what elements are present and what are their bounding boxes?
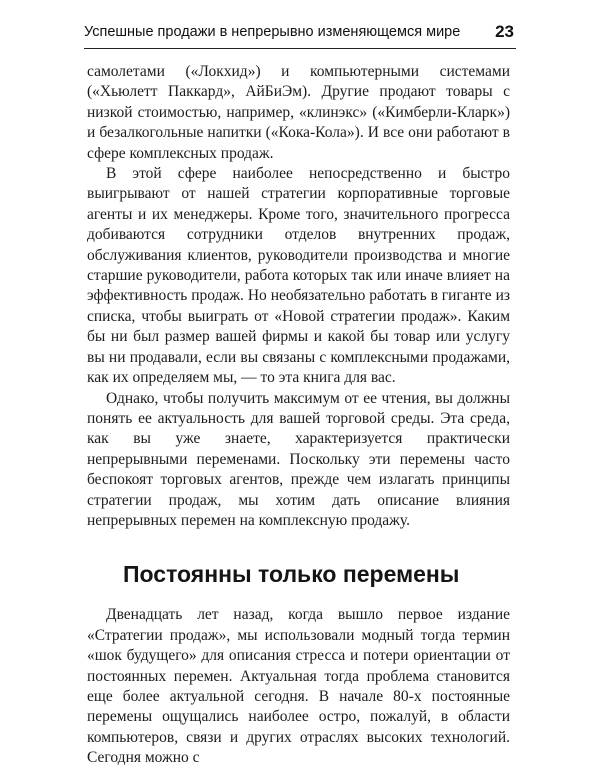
running-header (84, 16, 516, 49)
body-text (87, 62, 510, 769)
section-paragraph: Двенадцать лет назад, когда вышло первое издание «Стратегии продаж», мы использовали модный тогда термин «шок будущего» для описания стресса и потери ориентации от постоянных перемен. Актуальная тогда проблема становится еще более актуальной сегодня. В начале 80-х постоянные перемены ощущались наиболее остро, пожалуй, в области компьютеров, связи и других отраслях высоких технологий. Сегодня можно с (87, 606, 510, 767)
paragraph: Однако, чтобы получить максимум от ее чтения, вы должны понять ее актуальность для вашей торговой среды. Эта среда, как вы уже знаете, характеризуется практически непрерывными переменами. Поскольку эти перемены часто беспокоят торговых агентов, прежде чем излагать принципы стратегии продаж, мы хотим дать описание влияния непрерывных перемен на комплексную продажу. (87, 389, 510, 529)
running-title: Успешные продажи в непрерывно изменяющемся мире (84, 24, 461, 40)
paragraph: В этой сфере наиболее непосредственно и быстро выигрывают от нашей стратегии корпоративные торговые агенты и их менеджеры. Кроме того, значительного прогресса добиваются сотрудники отделов внутренних продаж, обслуживания клиентов, руководители производства и многие старшие руководители, работа которых так или иначе влияет на эффективность продаж. Но необязательно работать в гиганте из списка, чтобы выиграть от «Новой стратегии продаж». Каким бы ни был размер вашей фирмы и какой бы товар или услугу вы ни продавали, если вы связаны с комплексными продажами, как их определяем мы, — то эта книга для вас. (87, 165, 510, 387)
section-heading: Постоянны только перемены (123, 561, 460, 588)
paragraph-continued: самолетами («Локхид») и компьютерными системами («Хьюлетт Паккард», АйБиЭм). Другие продают товары с низкой стоимостью, например, «клинэкс» («Кимберли-Кларк») и безалкогольные напитки («Кока-Кола»). И все они работают в сфере комплексных продаж. (87, 63, 510, 162)
page-number: 23 (495, 22, 514, 41)
